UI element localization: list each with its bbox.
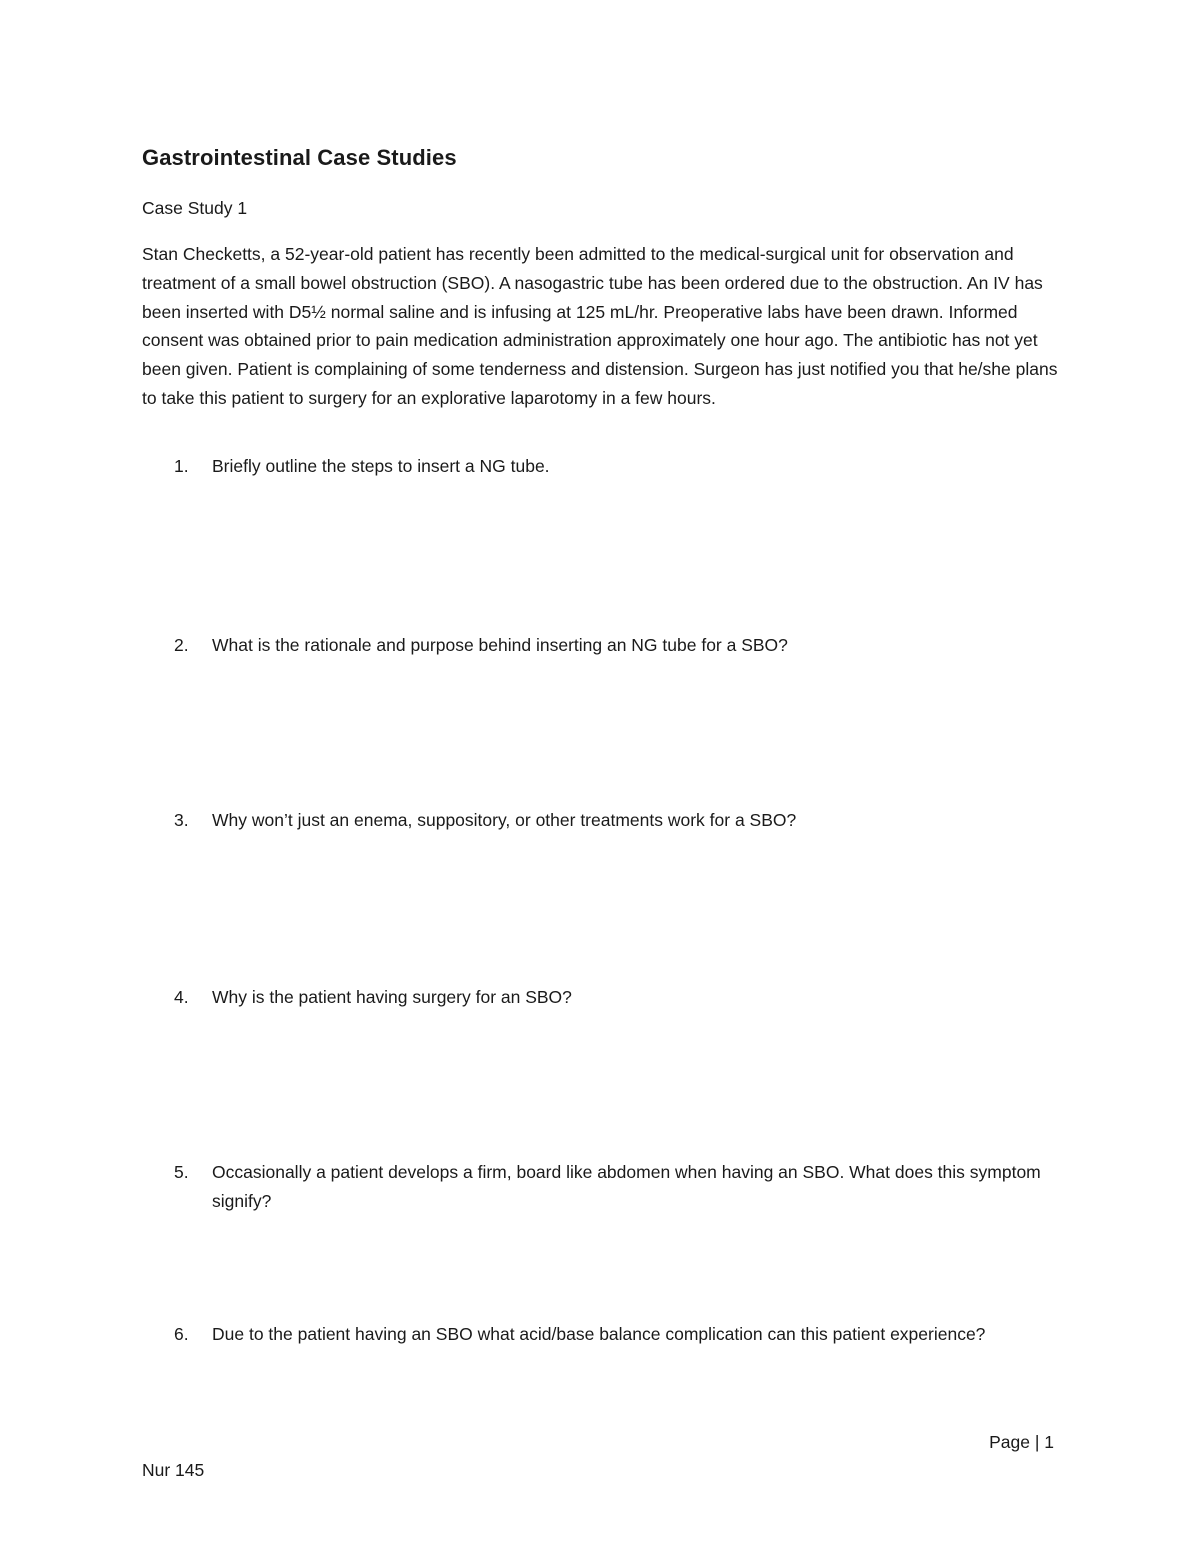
question-number: 5. [174,1162,189,1182]
question-number: 3. [174,810,189,830]
question-number: 2. [174,635,189,655]
question-text: Briefly outline the steps to insert a NG tube. [212,456,550,476]
question-text: Due to the patient having an SBO what acid/base balance complication can this patient experience? [212,1324,986,1344]
footer-course-code: Nur 145 [142,1460,205,1480]
question-number: 1. [174,456,189,476]
question-text: Why is the patient having surgery for an SBO? [212,987,572,1007]
question-number: 4. [174,987,189,1007]
question-text: Why won’t just an enema, suppository, or other treatments work for a SBO? [212,810,797,830]
question-number: 6. [174,1324,189,1344]
case-study-heading: Case Study 1 [142,198,248,218]
question-text: What is the rationale and purpose behind inserting an NG tube for a SBO? [212,635,788,655]
question-text: Occasionally a patient develops a firm, board like abdomen when having an SBO. What does this symptom signify? [212,1162,1041,1211]
document-title: Gastrointestinal Case Studies [142,145,457,170]
page-number: Page | 1 [989,1432,1054,1452]
case-intro-paragraph: Stan Checketts, a 52-year-old patient has recently been admitted to the medical-surgical unit for observation and treatment of a small bowel obstruction (SBO). A nasogastric tube has been ordered due to the obstruction. An IV has been inserted with D5½ normal saline and is infusing at 125 mL/hr. Preoperative labs have been drawn. Informed consent was obtained prior to pain medication administration approximately one hour ago. The antibiotic has not yet been given. Patient is complaining of some tenderness and distension. Surgeon has just notified you that he/she plans to take this patient to surgery for an explorative laparotomy in a few hours. [142,244,1058,408]
